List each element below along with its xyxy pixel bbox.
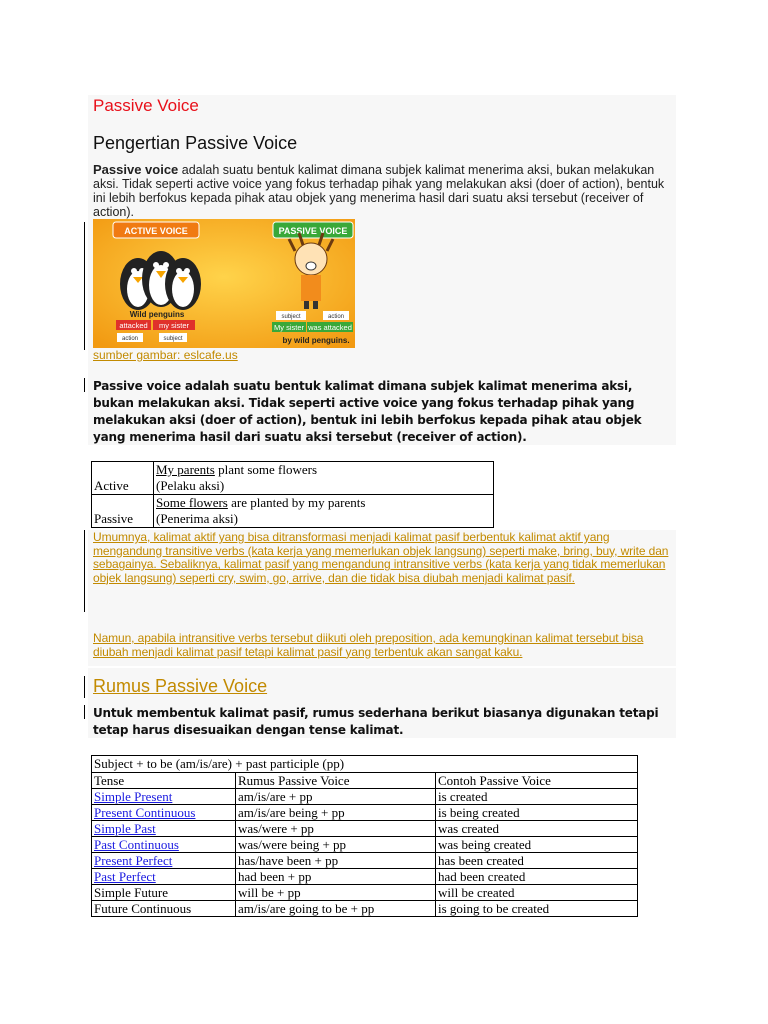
active-caption-subject: Wild penguins xyxy=(129,310,185,319)
table-row xyxy=(92,789,638,805)
example-sentence-passive xyxy=(154,495,494,528)
formula-intro-paragraph: Untuk membentuk kalimat pasif, rumus sederhana berikut biasanya digunakan tetapi tetap harus disesuaikan dengan tense kalimat. xyxy=(93,706,659,737)
passive-caption-subject: My sister xyxy=(274,323,304,332)
table-row xyxy=(92,837,638,853)
example-doer: My parents xyxy=(156,462,215,477)
example-active-rest: plant some flowers xyxy=(214,462,318,477)
tense-link-past-perfect[interactable]: Past Perfect xyxy=(94,869,156,884)
example-passive-rest: are planted by my parents xyxy=(227,495,366,510)
formula-cell: had been + pp xyxy=(236,869,436,885)
formula-cell: was/were + pp xyxy=(236,821,436,837)
tense-link-simple-past[interactable]: Simple Past xyxy=(94,821,156,836)
table-row xyxy=(92,495,494,528)
formula-table xyxy=(91,755,638,917)
table-row xyxy=(92,853,638,869)
example-passive-note: (Penerima aksi) xyxy=(156,511,238,526)
passive-tag-subject: subject xyxy=(281,314,301,320)
tense-link-past-continuous[interactable]: Past Continuous xyxy=(94,837,179,852)
section-heading-rumus[interactable]: Rumus Passive Voice xyxy=(93,676,268,696)
table-row xyxy=(92,869,638,885)
example-cell: had been created xyxy=(436,869,638,885)
example-cell: has been created xyxy=(436,853,638,869)
bold-definition-paragraph: Passive voice adalah suatu bentuk kalimat dimana subjek kalimat menerima aksi, bukan melakukan aksi. Tidak seperti active voice yang fokus terhadap pihak yang melakukan aksi (doer of action), bentuk ini lebih berfokus kepada pihak atau objek yang menerima hasil dari suatu aksi tersebut (receiver of action). xyxy=(93,379,642,444)
table-row xyxy=(92,901,638,917)
example-cell: is being created xyxy=(436,805,638,821)
example-receiver: Some flowers xyxy=(156,495,228,510)
margin-bar xyxy=(84,676,85,698)
formula-cell: am/is/are being + pp xyxy=(236,805,436,821)
intransitive-preposition-paragraph[interactable]: Namun, apabila intransitive verbs tersebut diikuti oleh preposition, ada kemungkinan kalimat tersebut bisa diubah menjadi kalimat pasif tetapi kalimat pasif yang terbentuk akan sangat kaku. xyxy=(93,631,644,659)
header-tense: Tense xyxy=(92,773,236,789)
example-sentence-active xyxy=(154,462,494,495)
margin-bar xyxy=(84,705,85,719)
example-table xyxy=(91,461,494,528)
margin-bar xyxy=(84,378,85,392)
image-source-link[interactable]: sumber gambar: eslcafe.us xyxy=(93,348,238,362)
tense-link-present-continuous[interactable]: Present Continuous xyxy=(94,805,196,820)
table-row xyxy=(92,885,638,901)
penguin-icon xyxy=(165,258,201,310)
example-cell: is going to be created xyxy=(436,901,638,917)
header-example: Contoh Passive Voice xyxy=(436,773,638,789)
passive-caption-verb: was attacked xyxy=(308,323,352,332)
example-cell: was being created xyxy=(436,837,638,853)
formula-caption: Subject + to be (am/is/are) + past participle (pp) xyxy=(92,756,638,773)
formula-cell: am/is/are + pp xyxy=(236,789,436,805)
transitive-verbs-paragraph[interactable]: Umumnya, kalimat aktif yang bisa ditransformasi menjadi kalimat pasif berbentuk kalimat aktif yang mengandung transitive verbs (kata kerja yang memerlukan objek langsung) seperti make, bring, buy, write dan sebagainya. Sebaliknya, kalimat pasif yang mengandung intransitive verbs (kata kerja yang tidak memerlukan objek langsung) seperti cry, swim, go, arrive, dan die tidak bisa diubah menjadi kalimat pasif. xyxy=(93,530,669,585)
table-row xyxy=(92,821,638,837)
active-tag-action: action xyxy=(121,336,139,342)
tense-link-present-perfect[interactable]: Present Perfect xyxy=(94,853,173,868)
illustration-svg xyxy=(93,219,355,348)
active-caption-verb: attacked xyxy=(119,321,148,330)
intro-text: adalah suatu bentuk kalimat dimana subjek kalimat menerima aksi, bukan melakukan aksi. Tidak seperti active voice yang fokus terhadap pihak yang melakukan aksi (doer of action), bentuk ini lebih berfokus kepada pihak atau objek yang menerima hasil dari suatu aksi tersebut (receiver of action). xyxy=(93,163,665,219)
table-row xyxy=(92,805,638,821)
passive-caption-agent: by wild penguins. xyxy=(282,336,350,345)
page-title: Passive Voice xyxy=(93,96,199,115)
tense-cell-simple-future: Simple Future xyxy=(92,885,236,901)
margin-bar xyxy=(84,222,85,350)
passive-tag-action: action xyxy=(327,314,345,320)
example-active-note: (Pelaku aksi) xyxy=(156,478,225,493)
table-header-row xyxy=(92,773,638,789)
section-heading-pengertian: Pengertian Passive Voice xyxy=(93,133,298,153)
intro-bold-term: Passive voice xyxy=(93,162,179,177)
tense-cell-future-continuous: Future Continuous xyxy=(92,901,236,917)
passive-voice-label: PASSIVE VOICE xyxy=(278,226,348,236)
formula-cell: was/were being + pp xyxy=(236,837,436,853)
example-cell: will be created xyxy=(436,885,638,901)
margin-bar xyxy=(84,530,85,612)
active-passive-illustration xyxy=(93,219,355,348)
example-cell: was created xyxy=(436,821,638,837)
header-formula: Rumus Passive Voice xyxy=(236,773,436,789)
tense-link-simple-present[interactable]: Simple Present xyxy=(94,789,173,804)
example-label-passive: Passive xyxy=(92,495,154,528)
formula-cell: will be + pp xyxy=(236,885,436,901)
active-tag-subject: subject xyxy=(163,336,183,342)
formula-cell: has/have been + pp xyxy=(236,853,436,869)
example-cell: is created xyxy=(436,789,638,805)
active-voice-label: ACTIVE VOICE xyxy=(124,226,188,236)
formula-cell: am/is/are going to be + pp xyxy=(236,901,436,917)
table-caption-row xyxy=(92,756,638,773)
example-label-active: Active xyxy=(92,462,154,495)
intro-paragraph xyxy=(93,163,669,219)
table-row xyxy=(92,462,494,495)
active-caption-object: my sister xyxy=(159,321,189,330)
